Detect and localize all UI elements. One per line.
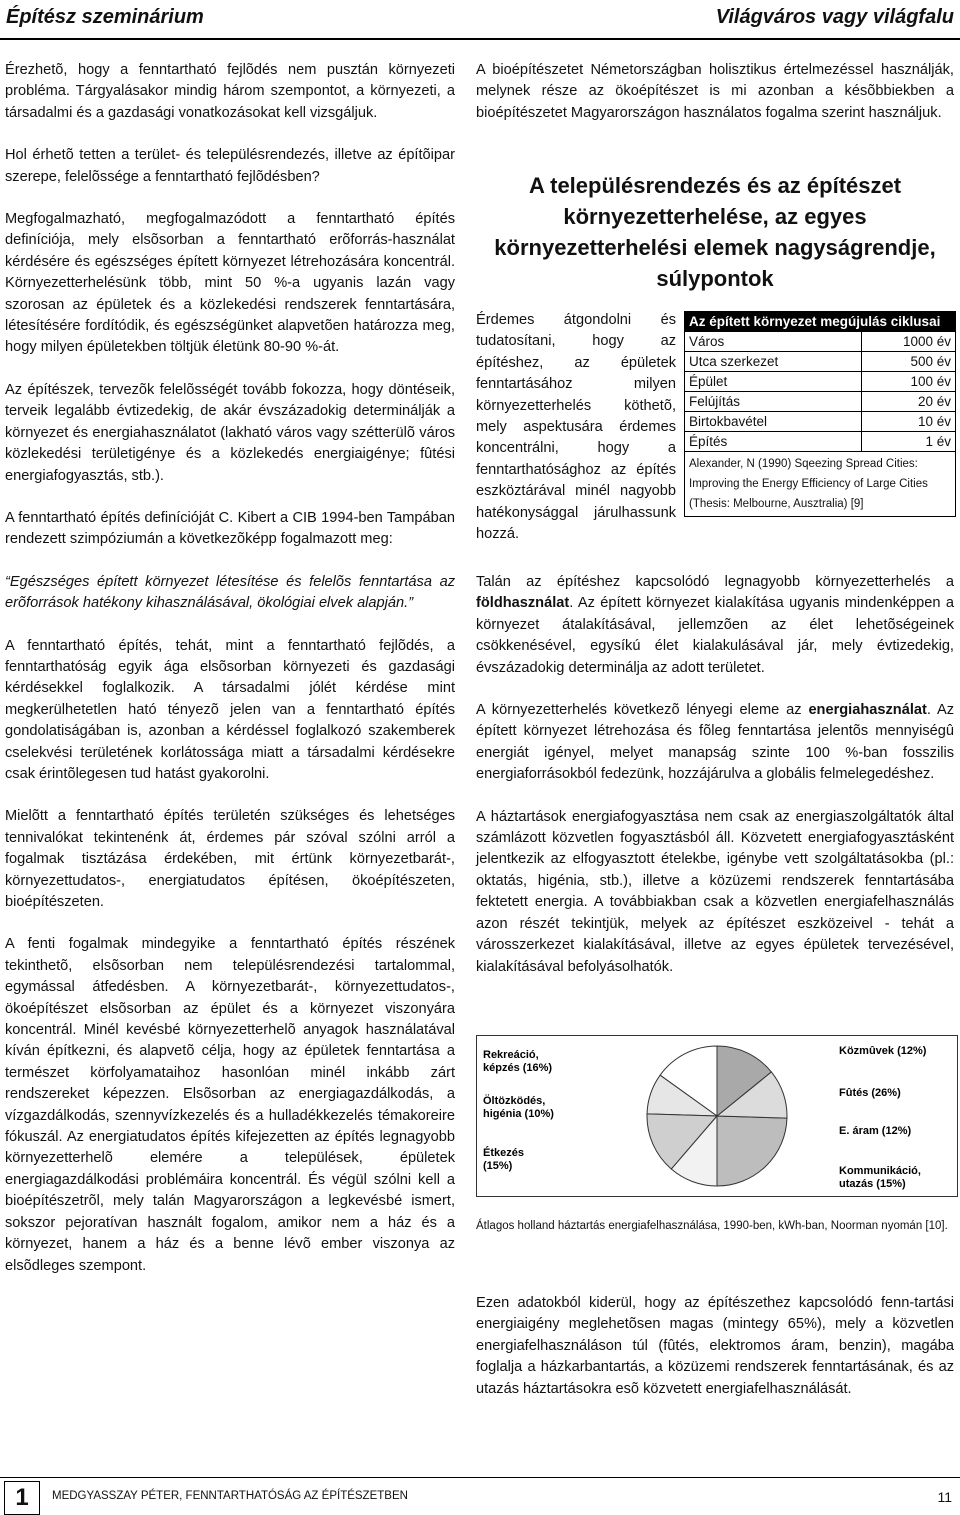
table-source: Alexander, N (1990) Sqeezing Spread Cities: Improving the Energy Efficiency of Large Cities (Thesis: Melbourne, Ausztralia) [9] [685, 452, 956, 517]
paragraph: Talán az építéshez kapcsolódó legnagyobb környezetterhelés a földhasználat. Az épített környezet kialakítása ugyanis mindenképpen a környezet átalakításával, jellemzõen az élet lehetõségeinek csökkenésével, egysíkú élet kialakulásával jár, mely évtizedekig, évszázadokig determinálja az adott területet. [476, 574, 954, 676]
paragraph: Hol érhetõ tetten a terület- és településrendezés, illetve az építõipar szerepe, felelõssége a fenntartható fejlõdésben? [5, 147, 455, 185]
pie-chart-svg [477, 1036, 957, 1196]
footer-divider [0, 1477, 960, 1478]
paragraph: Ezen adatokból kiderül, hogy az építészethez kapcsolódó fenn-tartási energiaigény meglehetõsen magas (mintegy 65%), mely a közvetlen energiafelhasználáson túl (fûtés, elektromos áram, benzin), magába foglalja a házkarbantartás, a közüzemi rendszerek fenntartásának, és az utazás háztartásokra esõ közvetett energiafelhasználását. [476, 1295, 954, 1397]
emphasis-energy-use: energiahasználat [808, 702, 927, 719]
paragraph: A fenti fogalmak mindegyike a fenntartható építés részének tekinthetõ, elsõsorban nem településrendezési tartalommal, egymással átfedésben. A környezetbarát-, környezettudatos-, ökoépítészet elsõsorban az épület és a környezet viszonyára koncentrál. Minél kevésbé környezetterhelõ anyagok használatával kíván építkezni, és alapvetõ célja, hogy az épületek fenntartása a természet körfolyamataihoz hasonlóan minél inkább zárt rendszereket képezzen. Elsõsorban az energiagazdálkodás, a vízgazdálkodás, szennyvízkezelés és a hulladékkezelés témakoreire fókuszál. Az energiatudatos építés kifejezetten az építés legnagyobb környezetterhelõ elemére a települések, épületek energiagazdálkodási problémáira koncentrál. És végül szólni kell a bioépítészetrõl, mely talán Magyarországon a legkevésbé ismert, sokszor pejoratívan használt fogalom, amikor nem a ház és a környezet, hanem a ház és a benne lévõ ember viszonya az elsõdleges szempont. [5, 936, 455, 1274]
pie-label: Fûtés (26%) [839, 1087, 901, 1099]
pie-label: Öltözködés, higénia (10%) [483, 1095, 554, 1120]
left-column [5, 60, 455, 1298]
paragraph: A fenntartható építés definícióját C. Kibert a CIB 1994-ben Tampában rendezett szimpóziumán a következõképp fogalmazott meg: [5, 509, 455, 548]
table-row: Birtokbavétel 10 év [685, 412, 956, 432]
page-footer [0, 1477, 960, 1515]
renewal-cycle-table [684, 311, 956, 517]
page-header [0, 0, 960, 40]
table-row: Épület 100 év [685, 372, 956, 392]
paragraph: Megfogalmazható, megfogalmazódott a fenntartható építés definíciója, mely elsõsorban a fenntartható erõforrás-használat kérdésére és egészséges épített környezet létrehozására koncentrál. Környezetterhelésünk több, mint 50 %-a ugyanis lazán vagy szorosan az épületek és a közlekedési rendszerek fenntartására, létesítésére fordítódik, és egészségünket alapvetõen határozza meg, hogy milyen épületekben töltjük életünk 80-90 %-át. [5, 211, 455, 356]
table-row: Felújítás 20 év [685, 392, 956, 412]
pie-label: E. áram (12%) [839, 1125, 912, 1137]
section-intro: Érdemes átgondolni és tudatosítani, hogy az építéshez, az épületek fenntartásához milyen környezetterhelés köthetõ, mely aspektusára érdemes koncentrálni, hogy a fenntarthatósághoz az építés eszköztárával minél nagyobb hatékonysággal járulhassunk hozzá. [476, 312, 676, 543]
table-row: Építés 1 év [685, 432, 956, 452]
paragraph: A környezetterhelés következõ lényegi eleme az energiahasználat. Az épített környezet létrehozása és fõleg fenntartása jelentõs mennyiségû energiát igényel, melyet manapság szinte 100 %-ban fosszilis energiaforrásokból fedezünk, hozzájárulva a globális felmelegedéshez. [476, 702, 955, 783]
definition-quote: “Egészséges épített környezet létesítése és felelõs fenntartása az erõforrások hatékony kihasználásával, ökológiai elvek alapján.” [5, 573, 455, 612]
paragraph: Érezhetõ, hogy a fenntartható fejlõdés nem pusztán környezeti probléma. Tárgyalásakor mindig három szempontot, a környezeti, a társadalmi és a gazdasági vonatkozásokat kell vizsgáljuk. [5, 62, 455, 121]
pie-label: Kommunikáció, utazás (15%) [839, 1165, 921, 1190]
table-header: Az épített környezet megújulás ciklusai [685, 312, 956, 332]
table-row: Utca szerkezet 500 év [685, 352, 956, 372]
header-right-title: Világváros vagy világfalu [715, 6, 954, 28]
energy-pie-chart [476, 1035, 958, 1197]
paragraph: A bioépítészetet Németországban holisztikus értelmezéssel használják, melynek része az ökoépítészet is mi azonban a késõbbiekben a bioépítészetet Magyarországon használatos fogalma szerint használjuk. [476, 62, 954, 121]
paragraph: Mielõtt a fenntartható építés területén szükséges és lehetséges tennivalókat tekintenénk át, érdemes pár szóval szólni arról a fogalmak tisztázása érdekében, mit értünk környezetbarát-, környezettudatos-, energiatudatos építésen, ökoépítészeten, bioépítészeten. [5, 808, 455, 910]
chapter-number: 1 [4, 1481, 40, 1515]
chart-caption: Átlagos holland háztartás energiafelhasználása, 1990-ben, kWh-ban, Noorman nyomán [10]. [476, 1220, 948, 1232]
right-column-body [476, 572, 954, 999]
emphasis-land-use: földhasználat [476, 595, 570, 612]
right-intro [476, 60, 954, 145]
section-title: A településrendezés és az építészet környezetterhelése, az egyes környezetterhelési elemek nagyságrendje, súlypontok [494, 173, 936, 291]
paragraph: Az építészek, tervezõk felelõsségét tovább fokozza, hogy döntéseik, terveik legalább évtizedekig, de akár évszázadokig determinálják a környezet és energiahasználatot (lakható város vagy szétterülõ város közlekedési területigénye és a közlekedés energiaigénye; fûtési energiafogyasztás, stb.). [5, 381, 455, 484]
footer-author: MEDGYASSZAY PÉTER, FENNTARTHATÓSÁG AZ ÉPÍTÉSZETBEN [52, 1490, 408, 1502]
pie-slice [717, 1116, 787, 1186]
paragraph: A fenntartható építés, tehát, mint a fenntartható fejlõdés, a fenntarthatóság egyik ága elsõsorban környezeti és gazdasági kérdésekkel foglalkozik. A társadalmi jólét kérdése mint megkerülhetetlen ható tényezõ jelen van a fenntartható építés gondolatiságában is, azonban a kérdéssel foglalkozó szakemberek cselekvési területének korlátossága miatt a társadalmi kérdésekre csak érintõlegesen tud hatást gyakorolni. [5, 637, 455, 782]
pie-label: Rekreáció, képzés (16%) [483, 1049, 553, 1074]
page-number: 11 [937, 1489, 952, 1505]
pie-label: Étkezés (15%) [483, 1147, 524, 1172]
header-left-title: Építész szeminárium [6, 6, 204, 28]
right-column-conclusion [476, 1293, 954, 1400]
paragraph: A háztartások energiafogyasztása nem csak az energiaszolgáltatók által számlázott közvetlen fogyasztásból áll. Közvetett energiafogyasztásként jelentkezik az elfogyasztott ételekbe, igénybe vett szolgáltatásokba (pl.: oktatás, higénia, stb.), illetve a közüzemi rendszerek fenntartásába fektetett energia. A továbbiakban csak a közvetlen energiafelhasználás azon részét tekintjük, melyek az építészet eszközeivel - tehát a városszerkezet kialakításával, illetve az egyes épületek tervezésével, kialakításával befolyásolhatók. [476, 808, 954, 975]
pie-label: Közmûvek (12%) [839, 1045, 927, 1057]
table-row: Város 1000 év [685, 332, 956, 352]
